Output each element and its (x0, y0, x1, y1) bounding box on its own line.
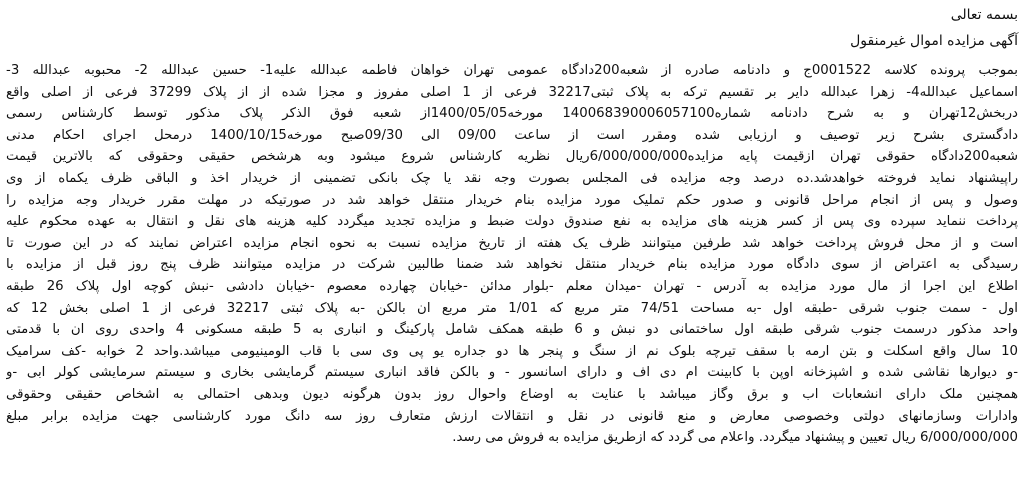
basmala-heading: بسمه تعالی (950, 7, 1018, 23)
notice-line: رسیدگی به اعتراض از سوی دادگاه مورد مزایده بنام خریدار منتقل نخواهد شد ضمنا طالبین شرکت در مزایده میتوانند ظرف پنج روز قبل از مزایده با (6, 257, 1018, 273)
notice-line: پرداخت ننماید سپرده وی پس از کسر هزینه های مزایده به نفع صندوق دولت ضبط و مزایده تجدید میگردد کلیه هزینه های نقل و انتقال به عهده محکوم علیه (6, 214, 1018, 230)
notice-line: وادارات وسازمانهای دولتی وخصوصی معارض و منع قانونی در نقل و انتقالات ارزش متعارف روز سه دانگ مورد کارشناسی جهت مزایده برابر مبلغ (6, 408, 1018, 424)
notice-line: دادگستری بشرح زیر توصیف و ارزیابی شده ومقرر است از ساعت 09/00 الی 09/30صبح مورخه1400/10/15 درمحل اجرای احکام مدنی (6, 127, 1018, 143)
notice-line: اطلاع این اجرا از مال مورد مزایده به آدرس - تهران -میدان معلم -بلوار مدائن -خیابان چهارده معصوم -خیابان دادشی -نبش کوچه اول پلاک 26 طبقه (6, 278, 1018, 294)
notice-line: است و از محل فروش پرداخت خواهد شد طرفین میتوانند ظرف یک هفته از تاریخ مزایده نسبت به نحوه انجام مزایده اعتراض نمایند که در این صورت تا (6, 235, 1018, 251)
notice-document (6, 6, 1018, 498)
notice-line: وصول و پس از انجام مراحل قانونی و صدور حکم تملیک مورد مزایده بنام خریدار منتقل خواهد شد در صورتیکه در مهلت مقرر خریدار وجه مزایده را (6, 192, 1018, 208)
notice-body (6, 60, 1018, 449)
notice-line: -و دیوارها نقاشی شده و اشپزخانه اوپن با کابینت ام دی اف و دارای اسانسور - و بالکن فاقد انباری سیستم گرمایشی بخاری و سیستم سرمایشی کولر ابی -و (6, 365, 1018, 381)
notice-line: اسماعیل عبدالله4- زهرا عبدالله دایر بر تقسیم ترکه به پلاک ثبتی32217 فرعی از 1 اصلی مفروز و مجزا شده از از پلاک 37299 فرعی از اصلی واقع (6, 84, 1018, 100)
notice-line: شعبه200دادگاه حقوقی تهران ازقیمت پایه مزایده6/000/000/000ریال نظریه کارشناس شروع میشود وبه هرشخص حقیقی وحقوقی که بالاترین قیمت (6, 149, 1018, 165)
notice-line-last: 6/000/000/000 ریال تعیین و پیشنهاد میگردد. واعلام می گردد که ازطریق مزایده به فروش می رسد. (452, 430, 1018, 446)
notice-line: واحد مذکور درسمت جنوب شرقی طبقه اول ساختمانی دو نبش و 6 طبقه همکف شامل پارکینگ و انباری به 5 طبقه مسکونی 4 واحدی روی ان با قدمتی (6, 322, 1018, 338)
notice-line: همچنین ملک دارای انشعابات اب و برق وگاز میباشد با عنایت به اوضاع واحوال روز بدون هرگونه دیون وبدهی احتمالی به اشخاص حقیقی وحقوقی (6, 386, 1018, 402)
notice-title: آگهی مزایده اموال غیرمنقول (850, 33, 1018, 49)
notice-line: 10 سال واقع اسکلت و بتن ارمه با سقف تیرچه بلوک نم از سنگ و پنجر ها دو جداره یو پی وی سی با قاب الومینیومی میباشد.واحد 2 خوابه -کف سرامیک (6, 343, 1018, 359)
notice-line: راپیشنهاد نماید فروخته خواهدشد.ده درصد وجه مزایده فی المجلس بصورت وجه نقد یا چک بانکی تضمینی از خریدار اخذ و الباقی ظرف یکماه از وی (6, 170, 1018, 186)
notice-line: بموجب پرونده کلاسه 0001522ج و دادنامه صادره از شعبه200دادگاه عمومی تهران خواهان فاطمه عبدالله علیه1- حسین عبدالله 2- محبوبه عبدالله 3- (6, 63, 1018, 78)
notice-line: دربخش12تهران و به شرح دادنامه شماره140068390006057100 مورخه1400/05/05از شعبه فوق الذکر پلاک مذکور توسط کارشناس رسمی (6, 106, 1018, 122)
notice-line: اول - سمت جنوب شرقی -طبقه اول -به مساحت 74/51 متر مربع که 1/01 متر مربع ان بالکن -به پلاک ثبتی 32217 فرعی از 1 اصلی بخش 12 که (6, 300, 1018, 316)
